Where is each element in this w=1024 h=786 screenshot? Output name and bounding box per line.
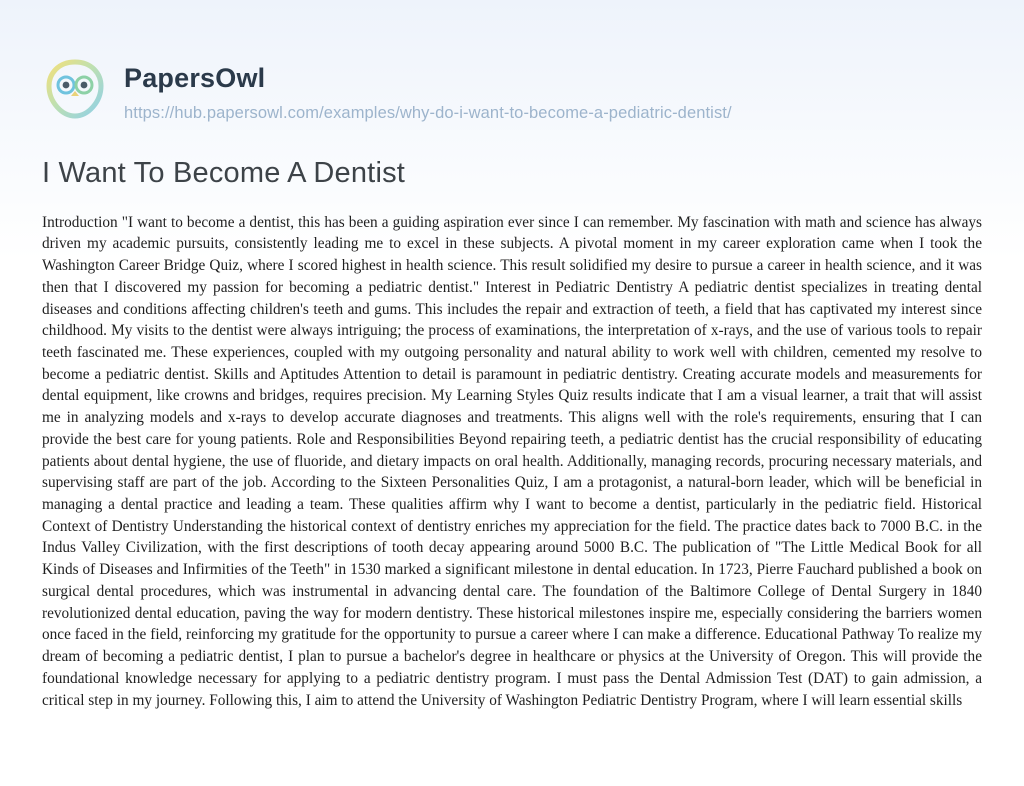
site-header — [0, 0, 1024, 123]
owl-logo-icon[interactable] — [44, 58, 106, 120]
source-url[interactable]: https://hub.papersowl.com/examples/why-do-i-want-to-become-a-pediatric-dentist/ — [124, 103, 732, 122]
document-content — [0, 123, 1024, 712]
page-title: I Want To Become A Dentist — [42, 156, 406, 189]
document-body-text: Introduction "I want to become a dentist, this has been a guiding aspiration ever since I can remember. My fascination with math and science has always driven my academic pursuits, consistently leading me to excel in these subjects. A pivotal moment in my career exploration came when I took the Washington Career Bridge Quiz, where I scored highest in health science. This result solidified my desire to pursue a career in health science, and it was then that I discovered my passion for becoming a pediatric dentist." Interest in Pediatric Dentistry A pediatric dentist specializes in treating dental diseases and conditions affecting children's teeth and gums. This includes the repair and extraction of teeth, a field that has captivated my interest since childhood. My visits to the dentist were always intriguing; the process of examinations, the interpretation of x-rays, and the use of various tools to repair teeth fascinated me. These experiences, coupled with my outgoing personality and natural ability to work well with children, cemented my resolve to become a pediatric dentist. Skills and Aptitudes Attention to detail is paramount in pediatric dentistry. Creating accurate models and measurements for dental equipment, like crowns and bridges, requires precision. My Learning Styles Quiz results indicate that I am a visual learner, a trait that will assist me in analyzing models and x-rays to develop accurate diagnoses and treatments. This aligns well with the role's requirements, ensuring that I can provide the best care for young patients. Role and Responsibilities Beyond repairing teeth, a pediatric dentist has the crucial responsibility of educating patients about dental hygiene, the use of fluoride, and dietary impacts on oral health. Additionally, managing records, procuring necessary materials, and supervising staff are part of the job. According to the Sixteen Personalities Quiz, I am a protagonist, a natural-born leader, which will be beneficial in managing a dental practice and leading a team. These qualities affirm why I want to become a dentist, particularly in the pediatric field. Historical Context of Dentistry Understanding the historical context of dentistry enriches my appreciation for the field. The practice dates back to 7000 B.C. in the Indus Valley Civilization, with the first descriptions of tooth decay appearing around 5000 B.C. The publication of "The Little Medical Book for all Kinds of Diseases and Infirmities of the Teeth" in 1530 marked a significant milestone in dental education. In 1723, Pierre Fauchard published a book on surgical dental procedures, which was instrumental in advancing dental care. The foundation of the Baltimore College of Dental Surgery in 1840 revolutionized dental education, paving the way for modern dentistry. These historical milestones inspire me, especially considering the barriers women once faced in the field, reinforcing my gratitude for the opportunity to pursue a career where I can make a difference. Educational Pathway To realize my dream of becoming a pediatric dentist, I plan to pursue a bachelor's degree in healthcare or physics at the University of Oregon. This will provide the foundational knowledge necessary for applying to a pediatric dentistry program. I must pass the Dental Admission Test (DAT) to gain admission, a critical step in my journey. Following this, I aim to attend the University of Washington Pediatric Dentistry Program, where I will learn essential skills — [42, 213, 982, 709]
brand-block — [124, 58, 732, 123]
brand-name: PapersOwl — [124, 63, 266, 93]
